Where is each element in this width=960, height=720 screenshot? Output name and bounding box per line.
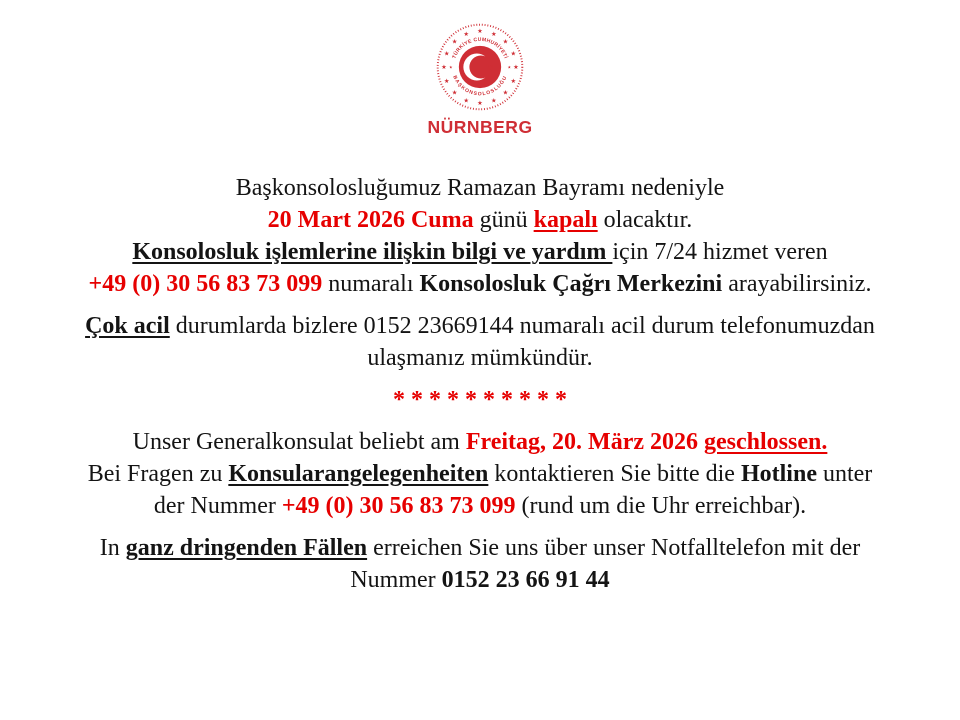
svg-text:★: ★ [463, 97, 470, 105]
svg-text:★: ★ [448, 64, 453, 70]
announcement-line [0, 564, 960, 596]
logo-arc-bottom-text: BAŞKONSOLOSLUĞU [451, 74, 509, 98]
text-run: kontaktieren Sie bitte die [488, 461, 741, 487]
text-run: 0152 23 66 91 44 [441, 567, 610, 593]
announcement-line [0, 172, 960, 204]
text-run: der Nummer [153, 493, 282, 519]
svg-text:★: ★ [513, 64, 519, 72]
svg-text:★: ★ [443, 50, 450, 58]
text-run: Unser Generalkonsulat beliebt am [132, 429, 466, 455]
text-run: 20 Mart 2026 Cuma [267, 207, 474, 233]
text-run: unter [816, 461, 873, 487]
announcement-line [0, 268, 960, 300]
announcement-line [0, 532, 960, 564]
svg-text:★: ★ [510, 50, 517, 58]
text-run: Konsularangelegenheiten [228, 461, 489, 487]
svg-text:★: ★ [477, 100, 483, 108]
text-run: Bei Fragen zu [87, 461, 229, 487]
crescent-star-icon: ★ [485, 61, 496, 73]
text-run: Nummer [350, 567, 442, 593]
svg-text:★: ★ [502, 89, 509, 97]
logo-city-label: NÜRNBERG [427, 117, 533, 137]
announcement-line [0, 426, 960, 458]
text-run: Freitag, 20. März 2026 [465, 429, 705, 455]
announcement-line [0, 384, 960, 416]
svg-text:★: ★ [490, 30, 497, 38]
svg-text:★: ★ [451, 89, 458, 97]
text-run: geschlossen. [704, 429, 828, 455]
tr-closure-paragraph [0, 172, 960, 300]
svg-text:★: ★ [477, 28, 483, 36]
text-run: olacaktır. [597, 207, 693, 233]
announcement-line [0, 490, 960, 522]
svg-text:★: ★ [502, 38, 509, 46]
text-run: Konsolosluk Çağrı Merkezini [419, 271, 723, 297]
svg-text:★: ★ [463, 30, 470, 38]
text-run: Konsolosluk işlemlerine ilişkin bilgi ve yardım [132, 239, 613, 265]
text-run: durumlarda bizlere 0152 23669144 numaralı acil durum telefonumuzdan [169, 313, 875, 339]
text-run: Hotline [740, 461, 817, 487]
text-run: Başkonsolosluğumuz Ramazan Bayramı nedeniyle [235, 175, 725, 201]
announcement-line [0, 310, 960, 342]
text-run: +49 (0) 30 56 83 73 099 [88, 271, 323, 297]
text-run: numaralı [322, 271, 420, 297]
text-run: +49 (0) 30 56 83 73 099 [281, 493, 516, 519]
svg-text:★: ★ [490, 97, 497, 105]
announcement-line [0, 236, 960, 268]
text-run: In [99, 535, 126, 561]
text-run: kapalı [533, 207, 598, 233]
text-run: için 7/24 hizmet veren [612, 239, 828, 265]
text-run: ganz dringenden Fällen [125, 535, 368, 561]
announcement-line [0, 458, 960, 490]
svg-text:★: ★ [441, 64, 447, 72]
svg-text:★: ★ [507, 64, 512, 70]
text-run: * * * * * * * * * * [393, 387, 567, 413]
separator-asterisks [0, 384, 960, 416]
svg-text:★: ★ [510, 77, 517, 85]
announcement-line [0, 342, 960, 374]
consulate-seal-icon [435, 22, 525, 112]
svg-text:★: ★ [451, 38, 458, 46]
consulate-logo-block [0, 22, 960, 138]
de-emergency-paragraph [0, 532, 960, 596]
text-run: arayabilirsiniz. [722, 271, 872, 297]
announcement-body [0, 172, 960, 606]
logo-arc-top-text: TÜRKİYE CUMHURİYETİ [451, 36, 509, 60]
text-run: ulaşmanız mümkündür. [367, 345, 593, 371]
text-run: günü [473, 207, 534, 233]
text-run: Çok acil [85, 313, 170, 339]
announcement-line [0, 204, 960, 236]
tr-emergency-paragraph [0, 310, 960, 374]
de-closure-paragraph [0, 426, 960, 522]
text-run: (rund um die Uhr erreichbar). [515, 493, 807, 519]
svg-text:★: ★ [443, 77, 450, 85]
text-run: erreichen Sie uns über unser Notfalltelefon mit der [367, 535, 861, 561]
